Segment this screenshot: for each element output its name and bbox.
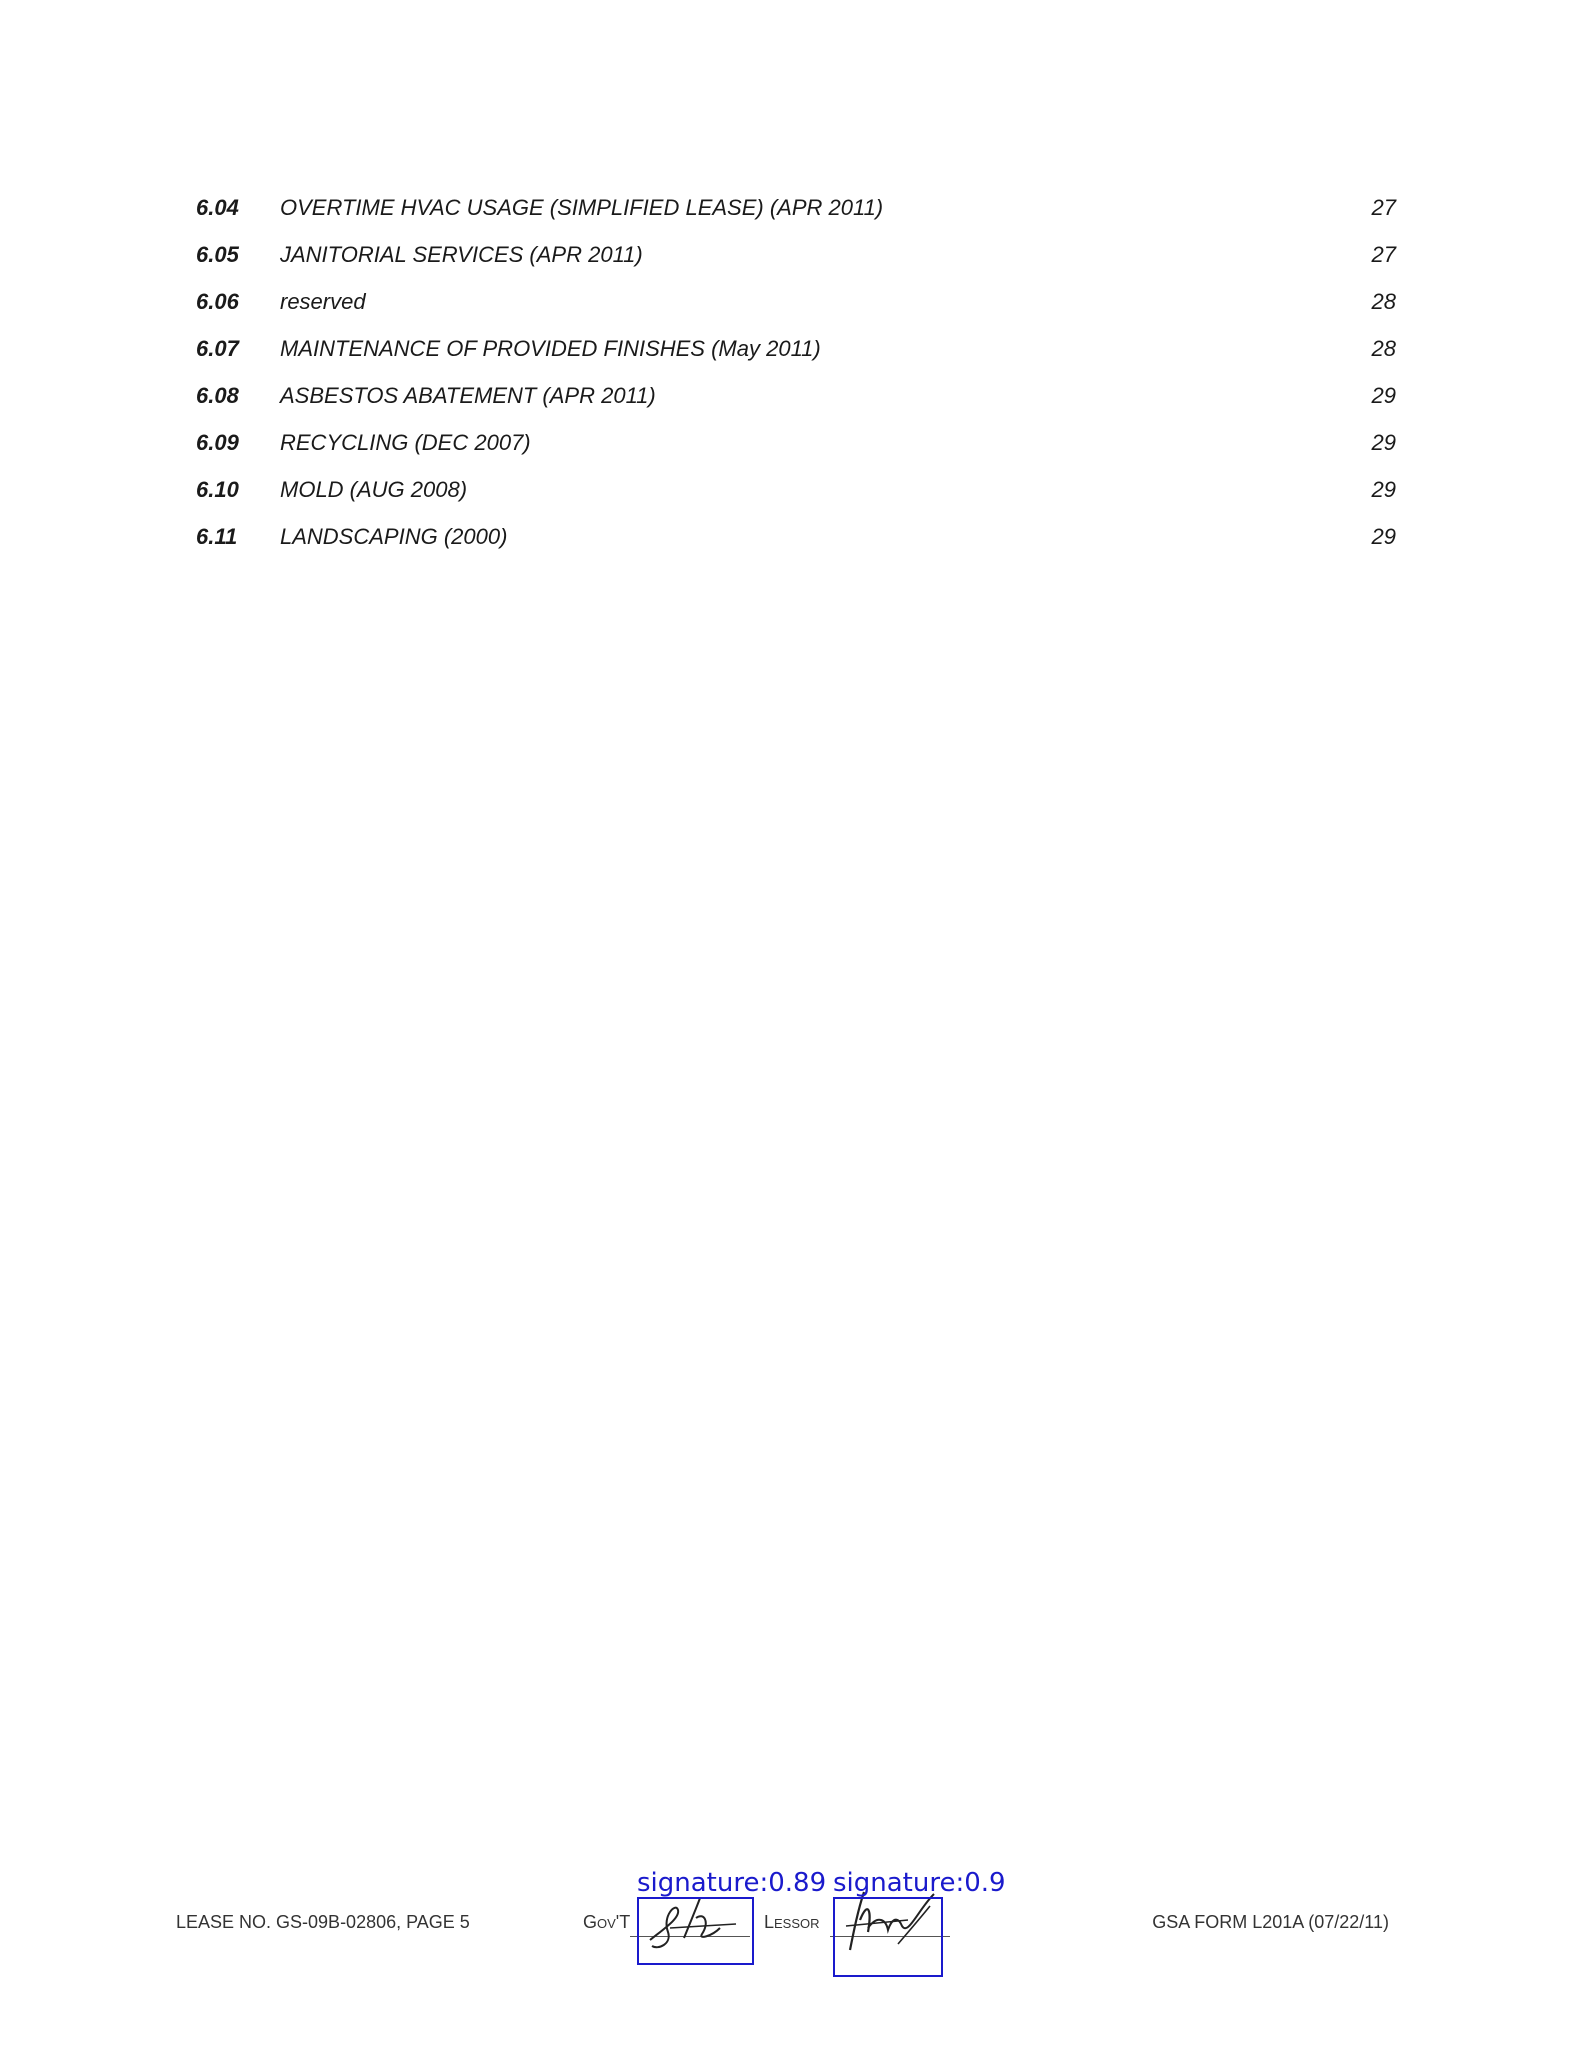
toc-entry-page: 29 [1371,383,1396,408]
toc-entry-number: 6.11 [196,524,238,549]
toc-entry-page: 27 [1371,242,1396,267]
toc-entry-number: 6.05 [196,242,239,267]
toc-entry-title: MAINTENANCE OF PROVIDED FINISHES (May 2011) [280,336,821,361]
toc-entry-number: 6.08 [196,383,239,408]
toc-entry-title: ASBESTOS ABATEMENT (APR 2011) [280,383,656,408]
toc-entry-title: MOLD (AUG 2008) [280,477,468,502]
page-footer [0,1870,1583,1960]
detection-box-govt [637,1897,754,1965]
toc-entry-number: 6.06 [196,289,239,314]
toc-entry-page: 29 [1371,524,1396,549]
gsa-form-number: GSA FORM L201A (07/22/11) [1152,1912,1389,1932]
toc-entry-page: 29 [1371,477,1396,502]
toc-entry [196,466,1396,513]
toc-entry [196,419,1396,466]
toc-entry-title: LANDSCAPING (2000) [280,524,508,549]
toc-entry-title: JANITORIAL SERVICES (APR 2011) [280,242,643,267]
lessor-initials-label: Lessor [764,1912,820,1932]
toc-entry [196,372,1396,419]
table-of-contents [196,184,1396,560]
toc-entry-number: 6.10 [196,477,239,502]
lease-number: LEASE NO. GS-09B-02806, PAGE 5 [176,1912,470,1932]
toc-entry [196,231,1396,278]
toc-entry-title: OVERTIME HVAC USAGE (SIMPLIFIED LEASE) (APR 2011) [280,195,884,220]
govt-initials-label: Gov'T [583,1912,631,1932]
toc-entry-title: RECYCLING (DEC 2007) [280,430,531,455]
toc-entry [196,184,1396,231]
detection-label-lessor: signature:0.9 [833,1868,1006,1898]
detection-box-lessor [833,1897,943,1977]
toc-entry [196,325,1396,372]
toc-entry [196,278,1396,325]
toc-entry-number: 6.07 [196,336,239,361]
toc-entry-page: 29 [1371,430,1396,455]
toc-entry-page: 28 [1371,336,1396,361]
toc-entry-title: reserved [280,289,366,314]
toc-entry-number: 6.09 [196,430,239,455]
toc-entry-number: 6.04 [196,195,239,220]
toc-entry-page: 28 [1371,289,1396,314]
detection-label-govt: signature:0.89 [637,1868,827,1898]
toc-entry-page: 27 [1371,195,1396,220]
toc-entry [196,513,1396,560]
